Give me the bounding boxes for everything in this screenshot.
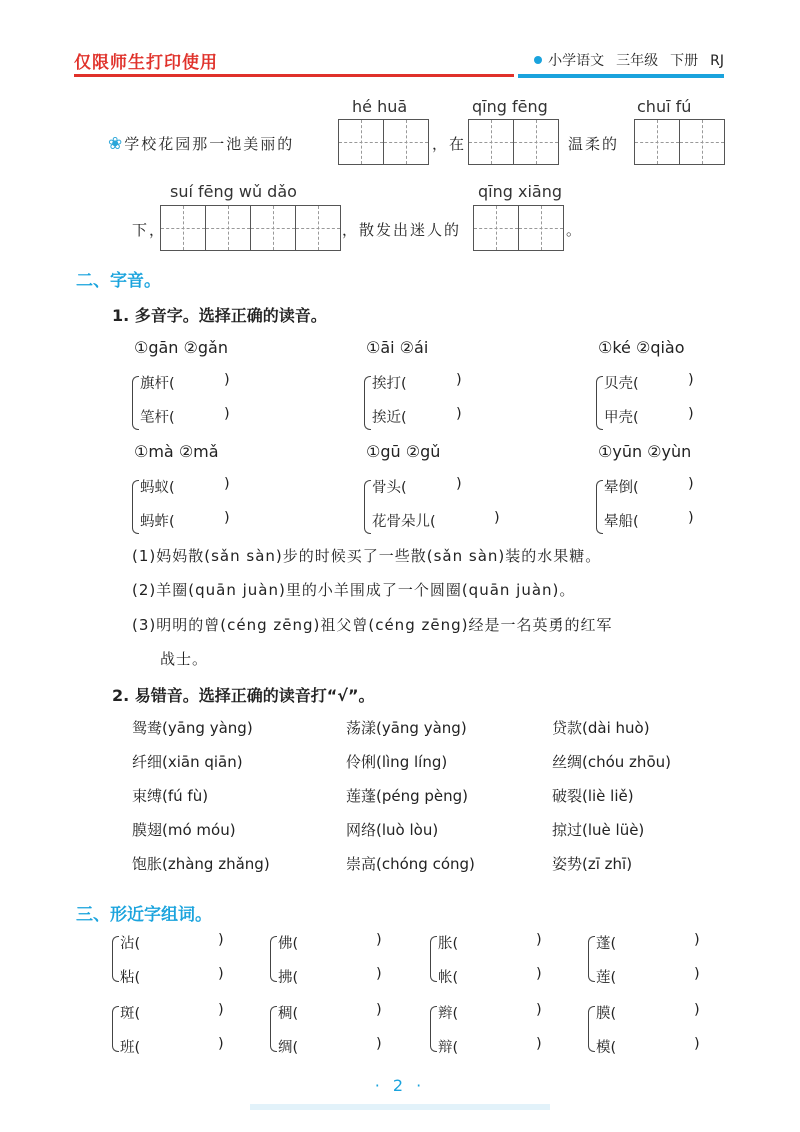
word-aida: 挨打( (372, 376, 407, 392)
answer-slot[interactable]: ) (694, 932, 700, 948)
fill-text-3: 温柔的 (568, 135, 620, 153)
easy-word[interactable]: 束缚(fú fù) (132, 787, 209, 805)
similar-char: 拂( (278, 970, 299, 986)
pinyin-qingxiang: qīng xiāng (478, 182, 562, 201)
answer-slot[interactable]: ) (536, 1002, 542, 1018)
answer-slot[interactable]: ) (376, 966, 382, 982)
word-bigan: 笔杆( (140, 410, 175, 426)
term: 下册 (670, 53, 699, 69)
answer-slot[interactable]: ) (218, 966, 224, 982)
answer-box-suifengwudao[interactable] (160, 205, 341, 251)
q2-title: 2. 易错音。选择正确的读音打“√”。 (112, 686, 375, 705)
pinyin-chuifu: chuī fú (637, 97, 692, 116)
similar-char: 班( (120, 1040, 141, 1056)
similar-char: 模( (596, 1040, 617, 1056)
fill-line1-start (108, 133, 294, 154)
similar-char: 斑( (120, 1006, 141, 1022)
options-ke: ①ké ②qiào (598, 338, 685, 357)
print-notice: 仅限师生打印使用 (74, 53, 218, 73)
answer-slot[interactable]: ) (456, 406, 462, 422)
answer-slot[interactable]: ) (536, 932, 542, 948)
answer-slot[interactable]: ) (694, 966, 700, 982)
book-info (534, 50, 724, 70)
easy-word[interactable]: 破裂(liè liě) (552, 787, 634, 805)
answer-slot[interactable]: ) (224, 510, 230, 526)
sentence-3-cont: 战士。 (160, 650, 209, 668)
answer-box-qingfeng[interactable] (468, 119, 559, 165)
options-ma: ①mà ②mǎ (134, 442, 219, 461)
pinyin-suifengwudao: suí fēng wǔ dǎo (170, 182, 297, 201)
answer-slot[interactable]: ) (694, 1036, 700, 1052)
similar-char: 莲( (596, 970, 617, 986)
answer-slot[interactable]: ) (376, 1002, 382, 1018)
easy-word[interactable]: 网络(luò lòu) (346, 821, 439, 839)
easy-word[interactable]: 莲蓬(péng pèng) (346, 787, 469, 805)
answer-box-hehua[interactable] (338, 119, 429, 165)
easy-word[interactable]: 崇高(chóng cóng) (346, 855, 475, 873)
options-ai: ①āi ②ái (366, 338, 429, 357)
answer-slot[interactable]: ) (218, 1002, 224, 1018)
easy-word[interactable]: 纤细(xiān qiān) (132, 753, 243, 771)
word-guduoer: 花骨朵儿( (372, 514, 436, 530)
similar-char: 稠( (278, 1006, 299, 1022)
easy-word[interactable]: 鸳鸯(yāng yàng) (132, 719, 253, 737)
word-qigan: 旗杆( (140, 376, 175, 392)
grade: 三年级 (616, 53, 659, 69)
fill-text-4: 下， (132, 221, 167, 239)
easy-word[interactable]: 荡漾(yāng yàng) (346, 719, 467, 737)
answer-slot[interactable]: ) (694, 1002, 700, 1018)
answer-slot[interactable]: ) (218, 1036, 224, 1052)
answer-slot[interactable]: ) (218, 932, 224, 948)
easy-word[interactable]: 饱胀(zhàng zhǎng) (132, 855, 270, 873)
fill-text-2: ，在 (432, 135, 467, 153)
answer-slot[interactable]: ) (224, 406, 230, 422)
fill-text-6: 。 (566, 221, 584, 239)
similar-char: 帐( (438, 970, 459, 986)
similar-char: 粘( (120, 970, 141, 986)
footer-decoration (250, 1104, 550, 1110)
section-3-title: 三、形近字组词。 (76, 905, 212, 925)
word-gutou: 骨头( (372, 480, 407, 496)
easy-word[interactable]: 伶俐(lìng líng) (346, 753, 448, 771)
answer-slot[interactable]: ) (536, 966, 542, 982)
word-mayi: 蚂蚁( (140, 480, 175, 496)
similar-char: 辫( (438, 1006, 459, 1022)
similar-char: 佛( (278, 936, 299, 952)
word-yundao: 晕倒( (604, 480, 639, 496)
word-aijin: 挨近( (372, 410, 407, 426)
header-rule-blue (518, 74, 724, 78)
section-2-title: 二、字音。 (76, 271, 161, 291)
easy-word[interactable]: 膜翅(mó móu) (132, 821, 236, 839)
page-number: · 2 · (374, 1076, 426, 1095)
word-yunchuan: 晕船( (604, 514, 639, 530)
easy-word[interactable]: 贷款(dài huò) (552, 719, 650, 737)
fill-text-1: 学校花园那一池美丽的 (124, 135, 295, 153)
bullet-icon (534, 56, 542, 64)
options-gan: ①gān ②gǎn (134, 338, 228, 357)
word-beike: 贝壳( (604, 376, 639, 392)
sentence-1: (1)妈妈散(sǎn sàn)步的时候买了一些散(sǎn sàn)装的水果糖。 (132, 547, 602, 565)
answer-slot[interactable]: ) (224, 372, 230, 388)
answer-slot[interactable]: ) (456, 476, 462, 492)
similar-char: 蓬( (596, 936, 617, 952)
q1-title: 1. 多音字。选择正确的读音。 (112, 306, 327, 325)
subject: 小学语文 (548, 53, 605, 69)
similar-char: 膜( (596, 1006, 617, 1022)
easy-word[interactable]: 姿势(zī zhī) (552, 855, 633, 873)
word-mazha: 蚂蚱( (140, 514, 175, 530)
answer-slot[interactable]: ) (536, 1036, 542, 1052)
answer-slot[interactable]: ) (376, 1036, 382, 1052)
easy-word[interactable]: 丝绸(chóu zhōu) (552, 753, 671, 771)
sentence-2: (2)羊圈(quān juàn)里的小羊围成了一个圆圈(quān juàn)。 (132, 581, 576, 599)
answer-slot[interactable]: ) (494, 510, 500, 526)
sentence-3: (3)明明的曾(céng zēng)祖父曾(céng zēng)经是一名英勇的红军 (132, 616, 613, 634)
similar-char: 绸( (278, 1040, 299, 1056)
edition: RJ (710, 53, 724, 69)
similar-char: 胀( (438, 936, 459, 952)
answer-slot[interactable]: ) (688, 510, 694, 526)
word-jiaqiao: 甲壳( (604, 410, 639, 426)
answer-slot[interactable]: ) (688, 406, 694, 422)
options-yun: ①yūn ②yùn (598, 442, 692, 461)
answer-box-qingxiang[interactable] (473, 205, 564, 251)
similar-char: 沾( (120, 936, 141, 952)
answer-slot[interactable]: ) (688, 476, 694, 492)
answer-slot[interactable]: ) (456, 372, 462, 388)
flower-icon: ❀ (108, 134, 125, 154)
easy-word[interactable]: 掠过(luè lüè) (552, 821, 645, 839)
options-gu: ①gū ②gǔ (366, 442, 441, 461)
answer-slot[interactable]: ) (376, 932, 382, 948)
answer-slot[interactable]: ) (688, 372, 694, 388)
similar-char: 辩( (438, 1040, 459, 1056)
pinyin-qingfeng: qīng fēng (472, 97, 548, 116)
answer-box-chuifu[interactable] (634, 119, 725, 165)
pinyin-hehua: hé huā (352, 97, 408, 116)
header-rule-red (74, 74, 514, 77)
fill-text-5: ，散发出迷人的 (342, 221, 462, 239)
answer-slot[interactable]: ) (224, 476, 230, 492)
